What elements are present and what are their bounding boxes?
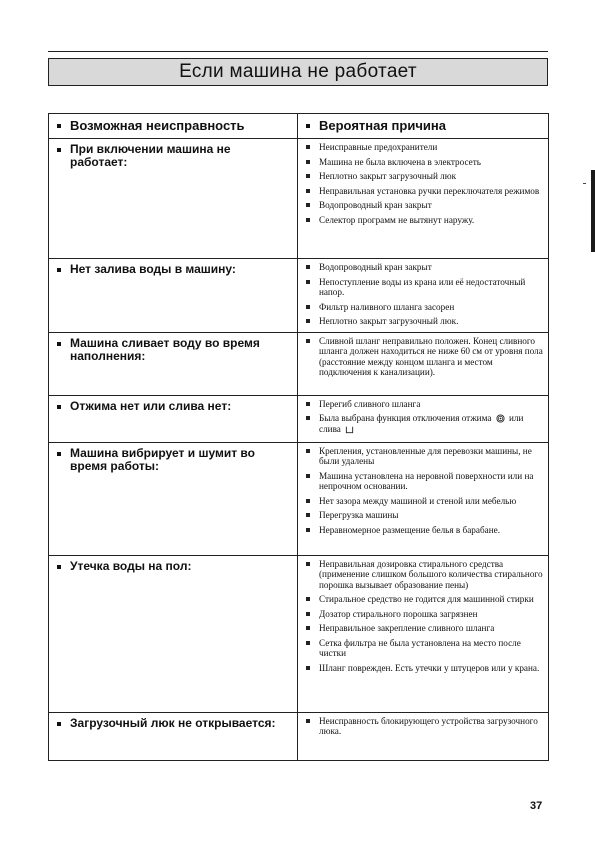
bullet-square-icon [57,722,61,726]
table-header-row [49,114,549,139]
causes-cell [298,555,549,712]
list-item: Сетка фильтра не была установлена на место после чистки [306,638,544,659]
bullet-square-icon [306,513,310,517]
problem-cell [49,442,298,555]
problem-cell [49,259,298,333]
bullet-square-icon [306,528,310,532]
causes-cell [298,395,549,442]
top-rule [48,51,548,52]
bullet-square-icon [306,499,310,503]
page-number: 37 [530,800,543,812]
problem-text: Утечка воды на пол: [70,558,192,573]
bullet-square-icon [306,339,310,343]
bullet-square-icon [306,218,310,222]
causes-cell [298,442,549,555]
bullet-square-icon [57,148,61,152]
problem-text: Отжима нет или слива нет: [70,398,232,413]
problem-text: Машина сливает воду во время наполнения: [70,335,260,363]
bullet-square-icon [306,319,310,323]
list-item: Водопроводный кран закрыт [306,200,544,211]
bullet-square-icon [306,124,310,128]
list-item: Стиральное средство не годится для машинной стирки [306,594,544,605]
troubleshooting-table [48,113,549,761]
list-item: Водопроводный кран закрыт [306,262,544,273]
page-title: Если машина не работает [179,61,417,82]
list-item: Неправильная дозировка стирального средства (применение слишком большого количества стирального порошка вызывает образование пены) [306,559,544,591]
bullet-square-icon [306,562,310,566]
table-row [49,139,549,259]
list-item: Дозатор стирального порошка загрязнен [306,609,544,620]
bullet-square-icon [57,268,61,272]
bullet-square-icon [306,189,310,193]
bullet-square-icon [306,305,310,309]
bullet-square-icon [306,174,310,178]
problem-cell [49,332,298,395]
list-item: Неправильная установка ручки переключателя режимов [306,186,544,197]
header-cause: Вероятная причина [298,114,549,139]
list-item: Крепления, установленные для перевозки машины, не были удалены [306,446,544,467]
bullet-square-icon [306,474,310,478]
list-item: Неплотно закрыт загрузочный люк [306,171,544,182]
table-row [49,555,549,712]
list-item: Неисправность блокирующего устройства загрузочного люка. [306,716,544,737]
problem-text: Загрузочный люк не открывается: [70,715,276,730]
problem-text: При включении машина не работает: [70,142,231,169]
bullet-square-icon [306,719,310,723]
spin-off-icon [496,414,505,423]
list-item: Машина не была включена в электросеть [306,157,544,168]
bullet-square-icon [306,666,310,670]
header-problem: Возможная неисправность [49,114,298,139]
list-item: Была выбрана функция отключения отжима или слива [306,413,544,434]
bullet-square-icon [306,597,310,601]
side-tick-mark [583,183,586,184]
list-item: Сливной шланг неправильно положен. Конец сливного шланга должен находиться не ниже 60 см от уровня пола (расстояние между концом шланга и местом подключения к канализации). [306,336,544,378]
table-row [49,442,549,555]
bullet-square-icon [57,405,61,409]
bullet-square-icon [57,452,61,456]
causes-cell [298,139,549,259]
list-item: Нет зазора между машиной и стеной или мебелью [306,496,544,507]
bullet-square-icon [306,160,310,164]
table-row [49,712,549,760]
page-title-box [48,58,548,86]
problem-cell [49,712,298,760]
causes-cell [298,259,549,333]
causes-cell [298,712,549,760]
list-item: Перегиб сливного шланга [306,399,544,410]
list-item: Неплотно закрыт загрузочный люк. [306,316,544,327]
list-item: Машина установлена на неровной поверхности или на непрочном основании. [306,471,544,492]
list-item: Шланг поврежден. Есть утечки у штуцеров или у крана. [306,663,544,674]
bullet-square-icon [306,265,310,269]
bullet-square-icon [306,280,310,284]
side-thumb-tab [591,170,595,252]
bullet-square-icon [306,612,310,616]
bullet-square-icon [57,565,61,569]
table-row [49,259,549,333]
problem-text: Нет залива воды в машину: [70,262,236,276]
list-item: Селектор программ не вытянут наружу. [306,215,544,226]
bullet-square-icon [306,626,310,630]
list-item: Перегрузка машины [306,510,544,521]
problem-cell [49,395,298,442]
bullet-square-icon [57,342,61,346]
problem-cell [49,139,298,259]
problem-text: Машина вибрирует и шумит во время работы: [70,445,255,473]
bullet-square-icon [306,449,310,453]
causes-cell [298,332,549,395]
problem-cell [49,555,298,712]
bullet-square-icon [306,402,310,406]
table-row [49,395,549,442]
list-item: Неправильное закрепление сливного шланга [306,623,544,634]
list-item: Неисправные предохранители [306,142,544,153]
list-item: Непоступление воды из крана или её недостаточный напор. [306,277,544,298]
drain-off-icon [345,425,354,434]
list-item: Фильтр наливного шланга засорен [306,302,544,313]
bullet-square-icon [306,416,310,420]
bullet-square-icon [306,641,310,645]
bullet-square-icon [306,145,310,149]
bullet-square-icon [57,124,61,128]
table-row [49,332,549,395]
list-item: Неравномерное размещение белья в барабане. [306,525,544,536]
bullet-square-icon [306,203,310,207]
